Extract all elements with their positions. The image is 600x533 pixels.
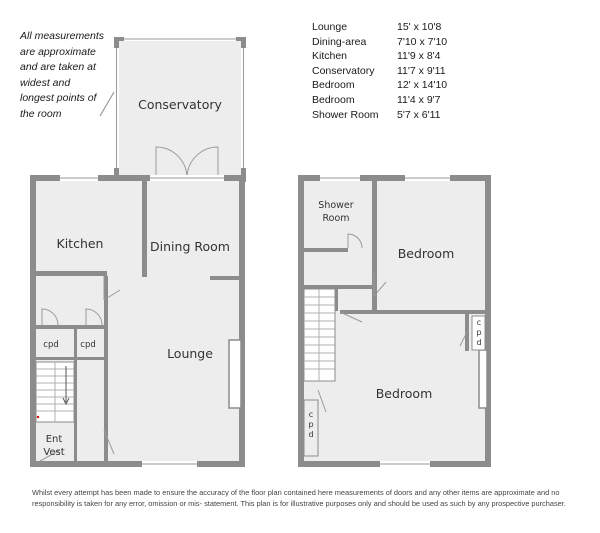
cupboard-letter: d bbox=[308, 430, 314, 439]
ground-floor-plan bbox=[30, 37, 246, 467]
note-line: are approximate bbox=[20, 45, 96, 58]
cupboard-letter: p bbox=[476, 328, 482, 337]
lounge-label: Lounge bbox=[167, 346, 213, 361]
dimension-room: Conservatory bbox=[312, 64, 375, 77]
kitchen-label: Kitchen bbox=[56, 236, 104, 251]
note-line: All measurements bbox=[20, 30, 105, 42]
conservatory-label: Conservatory bbox=[138, 97, 222, 112]
dimension-size: 5'7 x 6'11 bbox=[397, 108, 441, 121]
bedroom-lower-label: Bedroom bbox=[375, 386, 433, 401]
note-line: and are taken at bbox=[20, 61, 96, 73]
staircase-ground bbox=[36, 362, 74, 422]
dimension-size: 11'9 x 8'4 bbox=[397, 50, 441, 63]
dimension-room: Bedroom bbox=[312, 93, 355, 106]
dimension-room: Shower Room bbox=[312, 108, 379, 121]
disclaimer-text: Whilst every attempt has been made to ensure the accuracy of the floor plan contained here measurements of doors and any other items are approximate and no responsibility is taken for any error, omission or mis- statement. This plan is for illustrative purposes only and should be used as such by any prospective purchaser. bbox=[32, 488, 566, 508]
shower-room-label: Room bbox=[322, 213, 350, 224]
note-line: the room bbox=[20, 107, 62, 120]
first-floor-plan bbox=[298, 175, 491, 467]
cupboard-letter: c bbox=[308, 410, 314, 419]
shower-room-label: Shower bbox=[318, 200, 354, 211]
dimension-size: 12' x 14'10 bbox=[397, 79, 448, 92]
entrance-vestibule-label: Vest bbox=[43, 447, 65, 458]
ground-floor-area bbox=[30, 178, 245, 466]
cupboard-letter: c bbox=[476, 318, 482, 327]
dimension-size: 11'4 x 9'7 bbox=[397, 93, 441, 106]
entrance-vestibule-label: Ent bbox=[45, 434, 63, 445]
dimension-room: Lounge bbox=[312, 21, 348, 33]
cupboard-letter: p bbox=[308, 420, 314, 429]
cupboard-label: cpd bbox=[80, 340, 96, 350]
cupboard-label: cpd bbox=[43, 340, 59, 350]
dimension-room: Kitchen bbox=[312, 50, 348, 63]
dimension-room: Bedroom bbox=[312, 79, 355, 92]
dimension-size: 7'10 x 7'10 bbox=[397, 35, 448, 48]
dimension-size: 11'7 x 9'11 bbox=[397, 64, 446, 77]
dimension-size: 15' x 10'8 bbox=[397, 21, 442, 33]
cupboard-letter: d bbox=[476, 338, 482, 347]
dimension-room: Dining-area bbox=[312, 35, 367, 48]
staircase-first bbox=[304, 289, 335, 381]
dining-room-label: Dining Room bbox=[150, 239, 230, 254]
bedroom-upper-label: Bedroom bbox=[397, 246, 455, 261]
note-line: widest and bbox=[20, 76, 71, 89]
note-line: longest points of bbox=[20, 92, 97, 104]
